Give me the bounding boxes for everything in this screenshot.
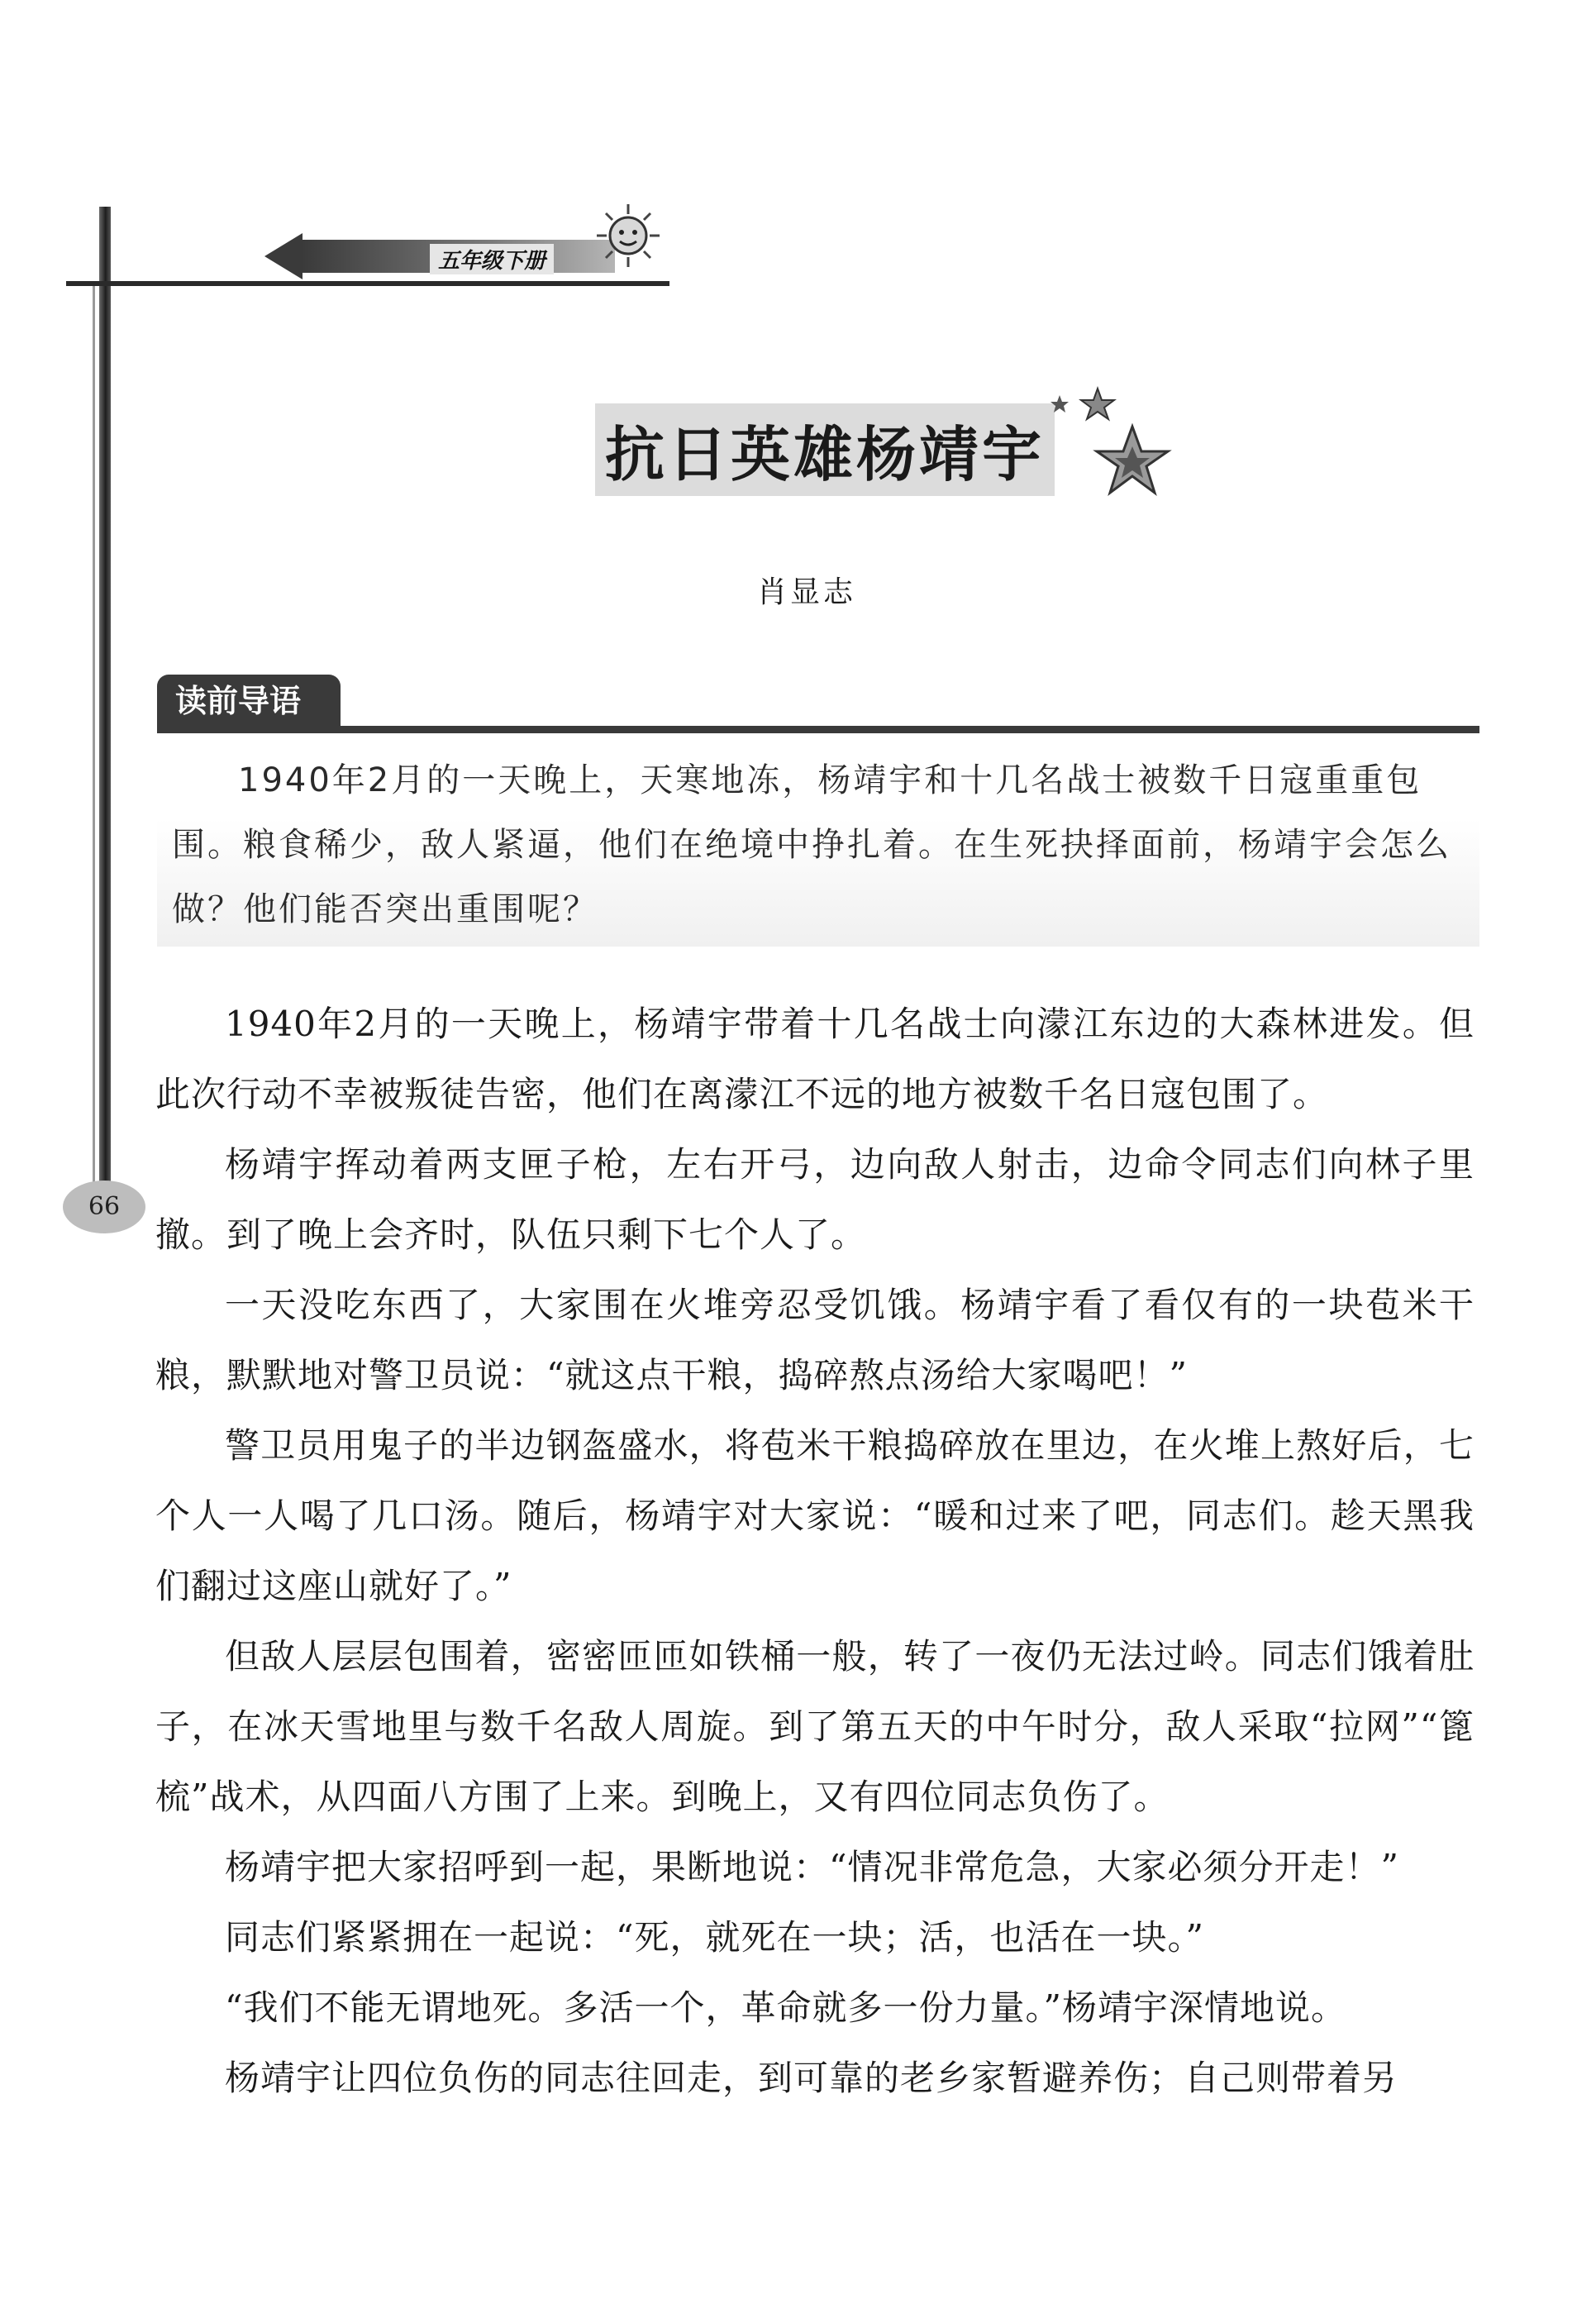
page-number: 66 — [63, 1181, 145, 1233]
body-paragraph: 杨靖宇把大家招呼到一起，果断地说：“情况非常危急，大家必须分开走！” — [225, 1847, 1399, 1887]
article-body — [155, 989, 1475, 2113]
left-margin-rule — [99, 207, 111, 1199]
body-paragraph: 但敌人层层包围着，密密匝匝如铁桶一般，转了一夜仍无法过岭。同志们饿着肚子，在冰天雪地里与数千名敌人周旋。到了第五天的中午时分，敌人采取“拉网”“篦梳”战术，从四面八方围了上来。到晚上，又有四位同志负伤了。 — [155, 1636, 1475, 1817]
body-paragraph: 杨靖宇让四位负伤的同志往回走，到可靠的老乡家暂避养伤；自己则带着另 — [225, 2058, 1398, 2098]
header-rule — [66, 281, 669, 286]
banner-arrow-icon — [264, 233, 303, 279]
body-paragraph: 警卫员用鬼子的半边钢盔盛水，将苞米干粮捣碎放在里边，在火堆上熬好后，七个人一人喝了几口汤。随后，杨靖宇对大家说：“暖和过来了吧，同志们。趁天黑我们翻过这座山就好了。” — [155, 1425, 1475, 1606]
title-block — [595, 403, 1055, 496]
body-paragraph: “我们不能无谓地死。多活一个，革命就多一份力量。”杨靖宇深情地说。 — [225, 1987, 1346, 2028]
sun-face-icon — [595, 203, 661, 269]
intro-section-tag — [157, 675, 341, 727]
left-margin-thin-rule — [93, 281, 95, 1190]
intro-section-label: 读前导语 — [175, 683, 302, 719]
intro-text: 1940年2月的一天晚上，天寒地冻，杨靖宇和十几名战士被数千日寇重重包围。粮食稀少，敌人紧逼，他们在绝境中挣扎着。在生死抉择面前，杨靖宇会怎么做？他们能否突出重围呢？ — [172, 761, 1451, 928]
author-name: 肖显志 — [757, 575, 857, 609]
body-paragraph: 一天没吃东西了，大家围在火堆旁忍受饥饿。杨靖宇看了看仅有的一块苞米干粮，默默地对警卫员说：“就这点干粮，捣碎熬点汤给大家喝吧！” — [155, 1285, 1475, 1395]
body-paragraph: 同志们紧紧拥在一起说：“死，就死在一块；活，也活在一块。” — [225, 1917, 1204, 1958]
stars-icon — [1050, 380, 1190, 504]
intro-section-rule — [157, 726, 1479, 733]
body-paragraph: 1940年2月的一天晚上，杨靖宇带着十几名战士向濛江东边的大森林进发。但此次行动不幸被叛徒告密，他们在离濛江不远的地方被数千名日寇包围了。 — [155, 1004, 1475, 1114]
page-title: 抗日英雄杨靖宇 — [595, 403, 1055, 496]
grade-label: 五年级下册 — [430, 244, 554, 274]
body-paragraph: 杨靖宇挥动着两支匣子枪，左右开弓，边向敌人射击，边命令同志们向林子里撤。到了晚上会齐时，队伍只剩下七个人了。 — [155, 1144, 1475, 1255]
